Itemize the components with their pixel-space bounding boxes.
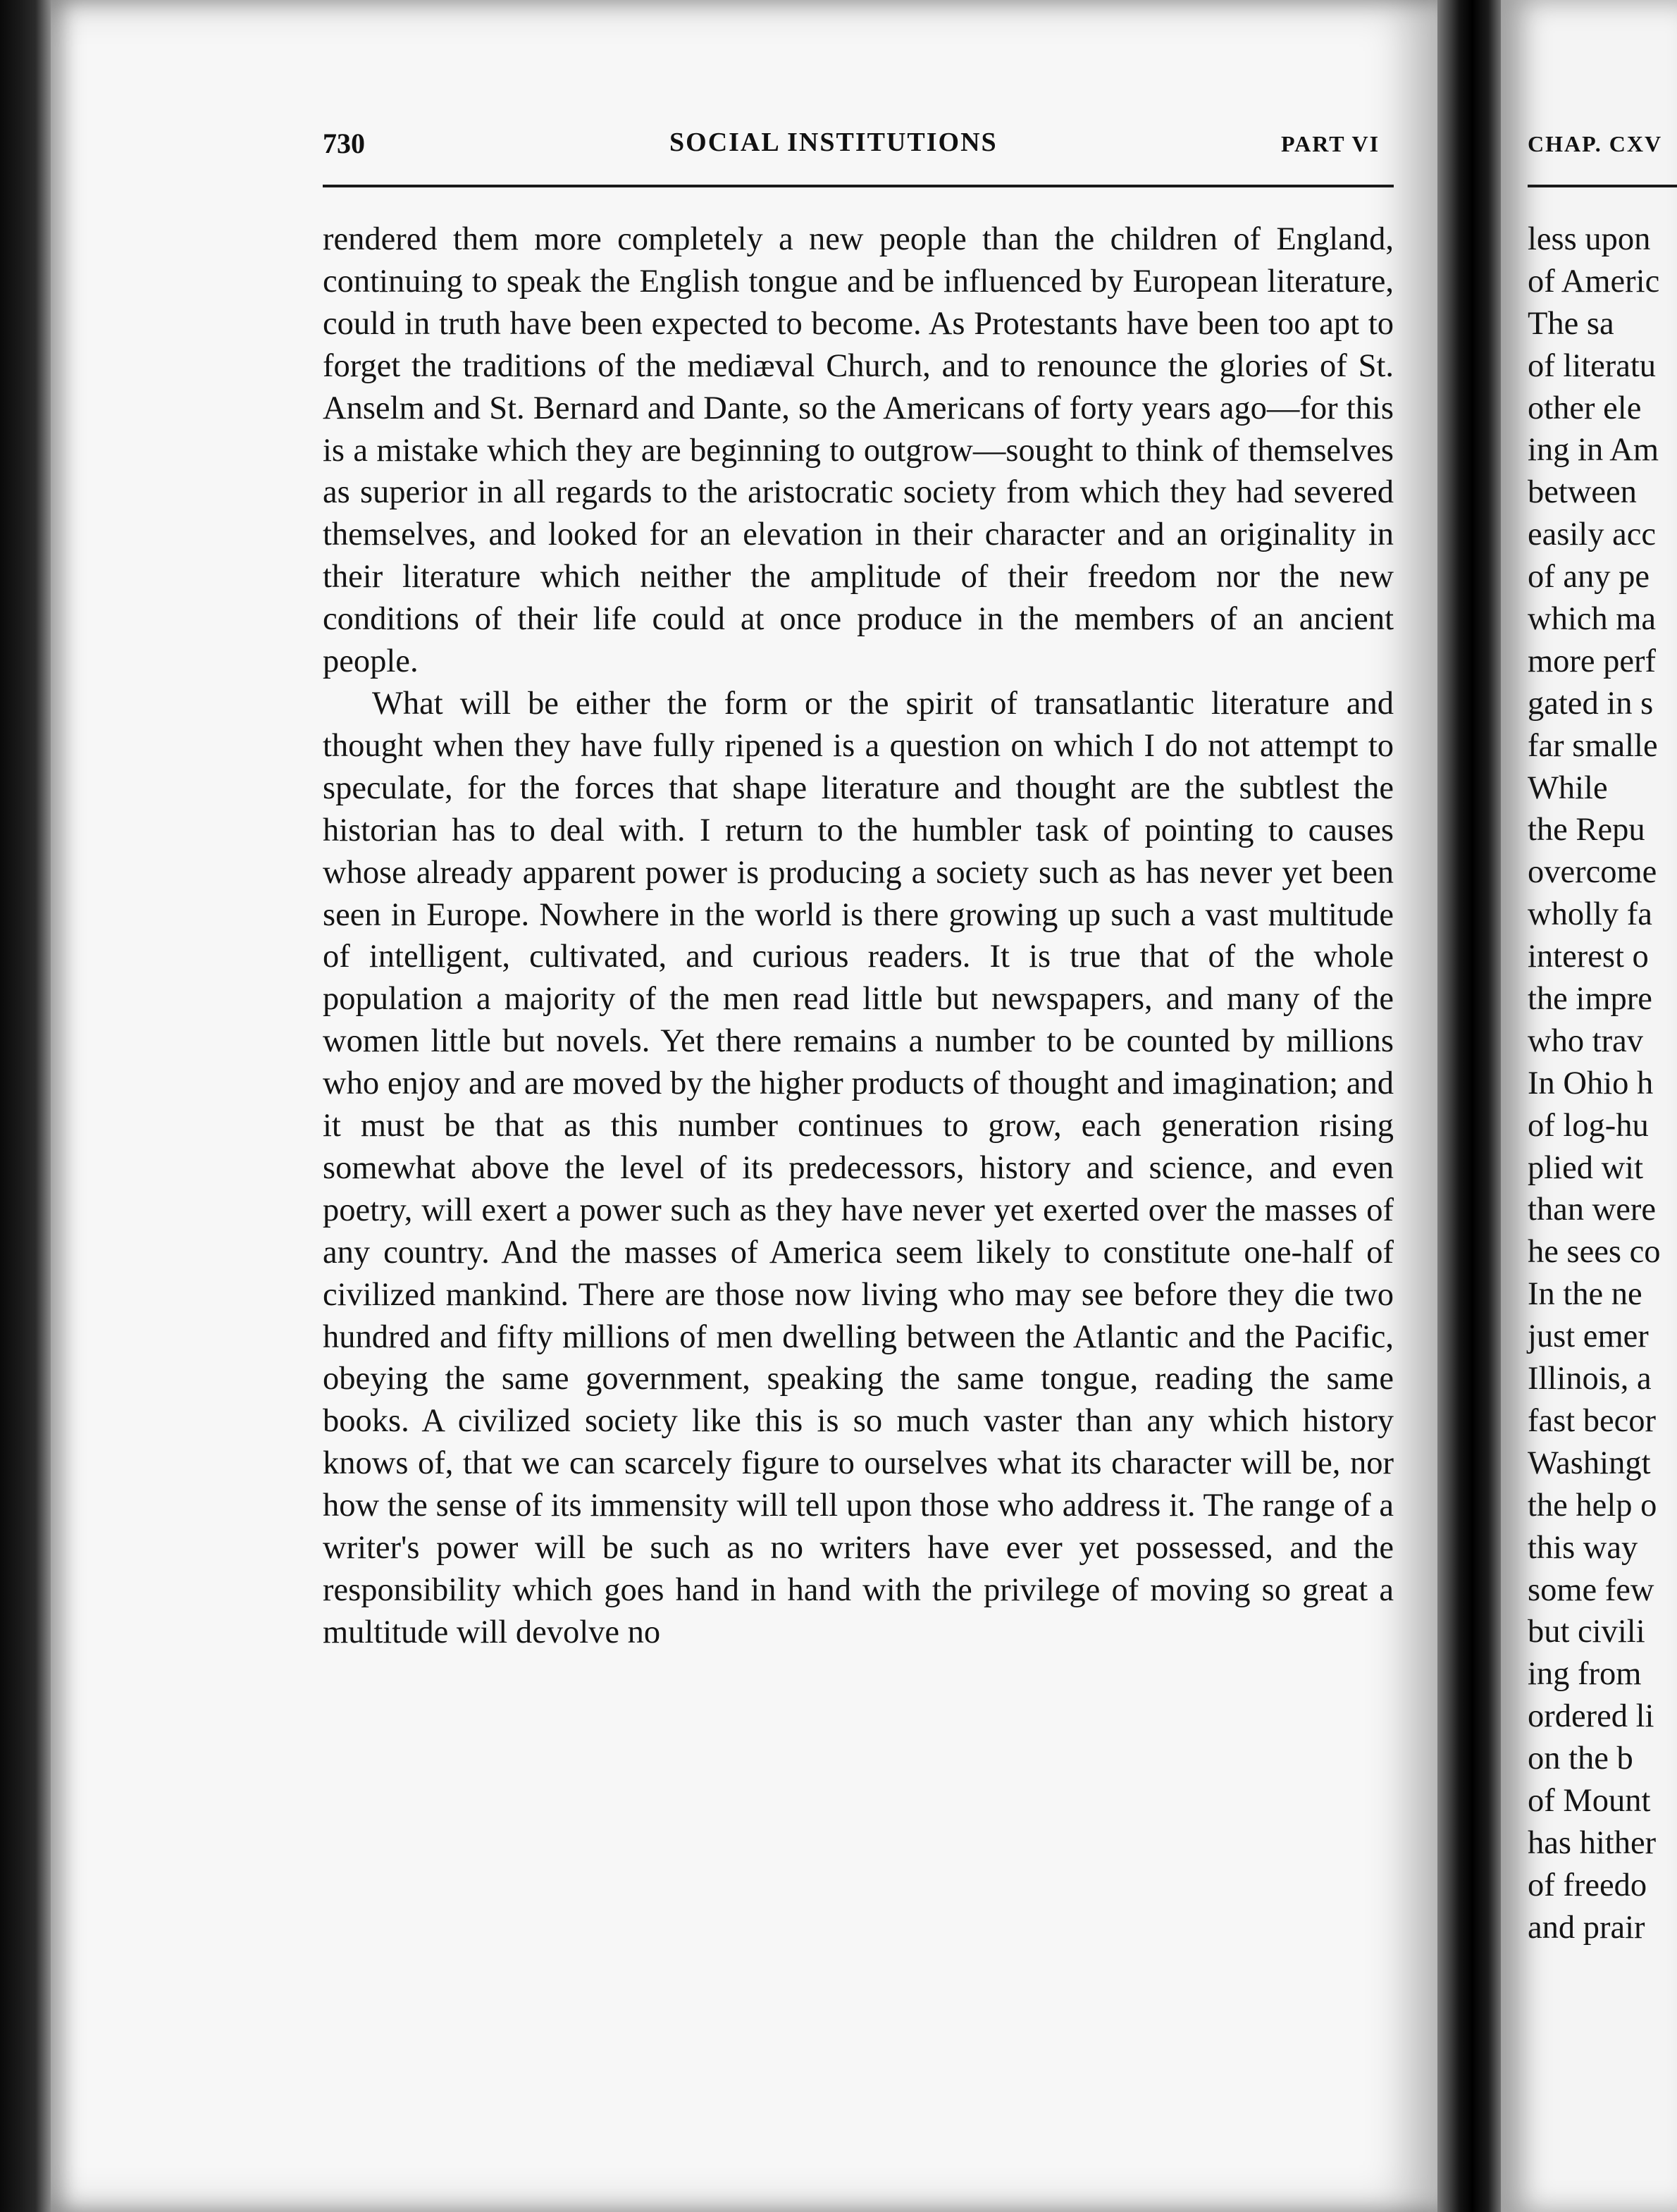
right-page-line: interest o	[1528, 939, 1649, 975]
right-page-line: than were	[1528, 1192, 1657, 1228]
right-page-line: far smalle	[1528, 727, 1658, 764]
right-page-line: ing from	[1528, 1656, 1642, 1693]
right-page-line: gated in s	[1528, 685, 1654, 722]
right-page-line: less upon	[1528, 221, 1651, 257]
header-rule-right	[1528, 185, 1677, 187]
right-page-line: just emer	[1528, 1318, 1649, 1355]
right-page-line: which ma	[1528, 601, 1657, 638]
right-page-line: In the ne	[1528, 1276, 1642, 1313]
right-page-line: of freedo	[1528, 1867, 1647, 1903]
book-gutter	[1437, 0, 1501, 2212]
right-page-line: of log-hu	[1528, 1107, 1649, 1144]
right-page-line: the Repu	[1528, 812, 1645, 848]
right-page-line: of literatu	[1528, 347, 1657, 384]
right-page-line: of any pe	[1528, 559, 1650, 595]
header-rule	[323, 185, 1394, 187]
right-page-line: Washingt	[1528, 1445, 1651, 1481]
right-page-line: between	[1528, 474, 1637, 511]
page-number: 730	[323, 128, 365, 159]
right-page-line: some few	[1528, 1571, 1654, 1608]
right-page-line: ing in Am	[1528, 432, 1659, 469]
right-page-line: he sees co	[1528, 1234, 1661, 1271]
right-page-line: fast becor	[1528, 1402, 1657, 1439]
right-page-line: more perf	[1528, 643, 1657, 679]
right-page-line: In Ohio h	[1528, 1065, 1654, 1101]
right-page-line: of Americ	[1528, 263, 1660, 299]
right-page-line: The sa	[1528, 305, 1614, 342]
part-label: PART VI	[1281, 131, 1380, 156]
book-edge	[0, 0, 51, 2212]
right-page-line: but civili	[1528, 1614, 1645, 1650]
paragraph: rendered them more completely a new people than the children of England, continuing to speak the English tongue and be influenced by European literature, could in truth have been expected to become. As Protestants have been too apt to forget the traditions of the mediæval Church, and to renounce the glories of St. Anselm and St. Bernard and Dante, so the Americans of forty years ago—for this is a mistake which they are beginning to outgrow—sought to think of themselves as superior in all regards to the aristocratic society from which they had severed themselves, and looked for an elevation in their character and an originality in their literature which neither the amplitude of their freedom nor the new conditions of their life could at once produce in the members of an ancient people.	[323, 221, 1394, 680]
right-page-line: the help o	[1528, 1487, 1657, 1524]
right-page-line: plied wit	[1528, 1149, 1644, 1186]
right-page-line: overcome	[1528, 854, 1657, 891]
right-page-line: While	[1528, 770, 1608, 806]
right-page-line: and prair	[1528, 1909, 1645, 1946]
right-page-line: wholly fa	[1528, 896, 1652, 933]
right-page-line: Illinois, a	[1528, 1361, 1652, 1397]
right-page-line: who trav	[1528, 1022, 1643, 1059]
right-page-text	[1528, 218, 1677, 1949]
right-page-line: of Mount	[1528, 1782, 1651, 1819]
body-text	[323, 218, 1394, 1654]
right-page-line: easily acc	[1528, 517, 1657, 553]
right-page-line: ordered li	[1528, 1698, 1654, 1735]
right-page-line: the impre	[1528, 981, 1652, 1018]
chapter-label: CHAP. CXV	[1528, 131, 1663, 156]
right-page-line: this way	[1528, 1529, 1638, 1566]
paragraph: What will be either the form or the spirit of transatlantic literature and thought when they have fully ripened is a question on which I do not attempt to speculate, for the forces that shape literature and thought are the subtlest the historian has to deal with. I return to the humbler task of pointing to causes whose already apparent power is producing a society such as has never yet been seen in Europe. Nowhere in the world is there growing up such a vast multitude of intelligent, cultivated, and curious readers. It is true that of the whole population a majority of the men read little but newspapers, and many of the women little but novels. Yet there remains a number to be counted by millions who enjoy and are moved by the higher products of thought and imagination; and it must be that as this number continues to grow, each generation rising somewhat above the level of its predecessors, history and science, and even poetry, will exert a power such as they have never yet exerted over the masses of any country. And the masses of America seem likely to constitute one-half of civilized mankind. There are those now living who may see before they die two hundred and fifty millions of men dwelling between the Atlantic and the Pacific, obeying the same government, speaking the same tongue, reading the same books. A civilized society like this is so much vaster than any which history knows of, that we can scarcely figure to ourselves what its character will be, nor how the sense of its immensity will tell upon those who address it. The range of a writer's power will be such as no writers have ever yet possessed, and the responsibility which goes hand in hand with the privilege of moving so great a multitude will devolve no	[323, 685, 1394, 1650]
right-page-line: has hither	[1528, 1824, 1657, 1861]
running-title: SOCIAL INSTITUTIONS	[669, 128, 998, 157]
right-page-line: on the b	[1528, 1741, 1633, 1777]
right-page-line: other ele	[1528, 390, 1642, 426]
